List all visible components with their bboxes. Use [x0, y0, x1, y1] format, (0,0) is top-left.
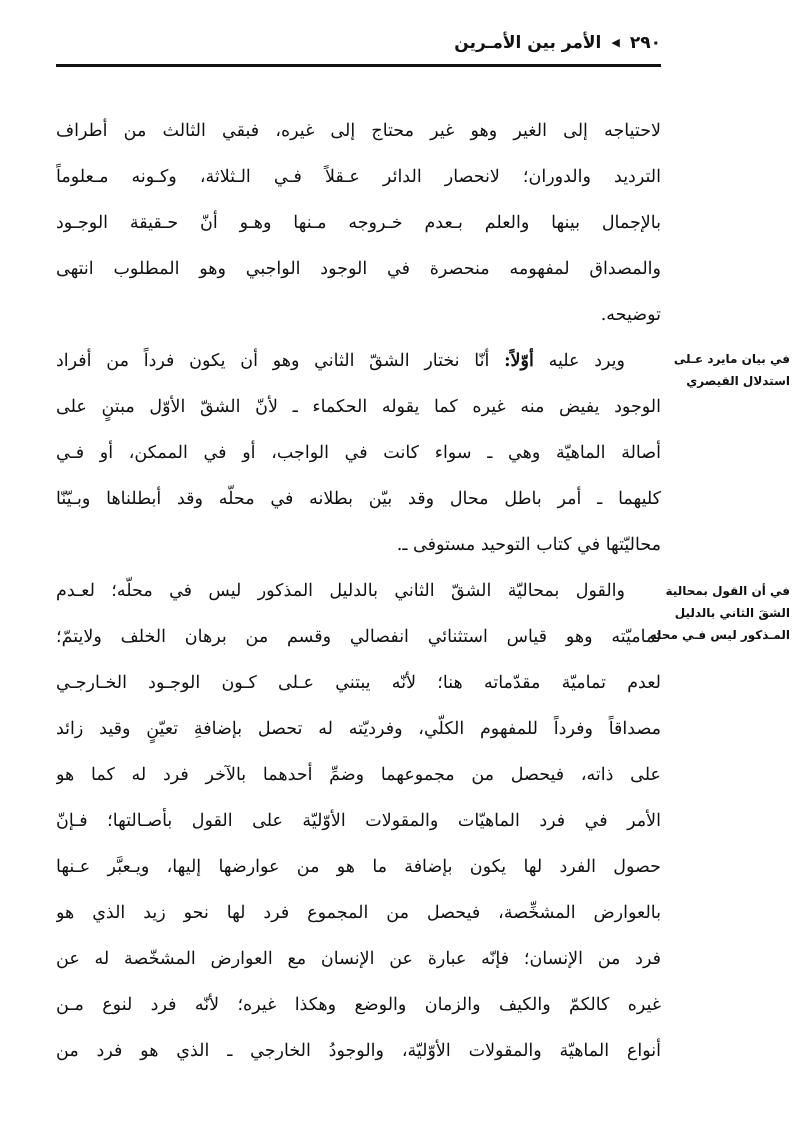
text-line: بالإجمال بينها والعلم بـعدم خـروجه مـنها وهـو أنّ حـقيقة الوجـود [56, 213, 661, 233]
text-line: لعدم تماميّة مقدّماته هنا؛ لأنّه يبتني عـلى كـون الوجـود الخـارجـي [56, 673, 661, 693]
text-line: الوجود يفيض منه غيره كما يقوله الحكماء ـ لأنّ الشقّ الأوّل مبتنٍ على [56, 397, 661, 417]
page-number: ٢٩٠ [629, 33, 661, 53]
keyword-first: أوّلاً: [504, 351, 534, 371]
line-rest: أنّا نختار الشقّ الثاني وهو أن يكون فرداً من أفراد [56, 351, 505, 371]
text-line: والقول بمحاليّة الشقّ الثاني بالدليل المذكور ليس في محلّه؛ لعـدم [56, 581, 625, 601]
text-line: تماميّته وهو قياس استثنائي انفصالي وقسم من برهان الخلف ولايتمّ؛ [56, 627, 661, 647]
text-line: حصول الفرد لها يكون بإضافة ما هو من عوارضها إليها، ويـعبَّر عـنها [56, 857, 661, 877]
text-line: الترديد والدوران؛ لانحصار الدائر عـقلاً فـي الـثلاثة، وكـونه مـعلوماً [56, 167, 661, 187]
text-line: بالعوارض المشخِّصة، فيحصل من المجموع فرد لها نحو زيد الذي هو [56, 903, 661, 923]
body-text [56, 108, 661, 1074]
header-rule [56, 64, 661, 67]
margin-note-1: في بيان مايرد عـلى استدلال القيصري [673, 352, 790, 388]
text-line: توضيحه. [600, 305, 661, 325]
text-line: محاليّتها في كتاب التوحيد مستوفى ـ. [396, 535, 661, 555]
paragraph-lead: ويرد عليه [533, 351, 625, 371]
text-line: مصداقاً وفرداً للمفهوم الكلّي، وفرديّته له تحصل بإضافةِ تعيّنٍ وقيد زائد [56, 719, 661, 739]
text-line: فرد من الإنسان؛ فإنّه عبارة عن الإنسان مع العوارض المشخّصة له عن [56, 949, 661, 969]
arrow-left-icon: ◀ [611, 36, 620, 49]
text-line: كليهما ـ أمر باطل محال وقد بيّن بطلانه في محلّه وقد أبطلناها وبـيّنّا [56, 489, 661, 509]
running-title: الأمر بين الأمـرين [454, 33, 602, 53]
text-line: والمصداق لمفهومه منحصرة في الوجود الواجبي وهو المطلوب انتهى [56, 259, 661, 279]
text-line: على ذاته، فيحصل من مجموعهما وضمِّ أحدهما بالآخر فرد له كما هو [56, 765, 661, 785]
paragraph-3 [56, 568, 661, 1074]
text-line: أصالة الماهيّة وهي ـ سواء كانت في الواجب، أو في الممكن، أو فـي [56, 443, 661, 463]
paragraph-2 [56, 338, 661, 568]
text-line: لاحتياجه إلى الغير وهو غير محتاج إلى غيره، فبقي الثالث من أطراف [56, 121, 661, 141]
paragraph-1 [56, 108, 661, 338]
text-line [56, 338, 661, 384]
running-header [36, 30, 661, 56]
text-line: أنواع الماهيّة والمقولات الأوّليّة، والوجودُ الخارجي ـ الذي هو فرد من [56, 1041, 661, 1061]
margin-note-2: في أن القول بمحالية الشقَ الثاني بالدليل المـذكور ليس فـي محله [649, 584, 790, 642]
text-line: غيره كالكمّ والكيف والزمان والوضع وهكذا غيره؛ لأنّه فرد لنوع مـن [56, 995, 661, 1015]
text-line: الأمر في فرد الماهيّات والمقولات الأوّليّة على القول بأصـالتها؛ فـإنّ [56, 811, 661, 831]
